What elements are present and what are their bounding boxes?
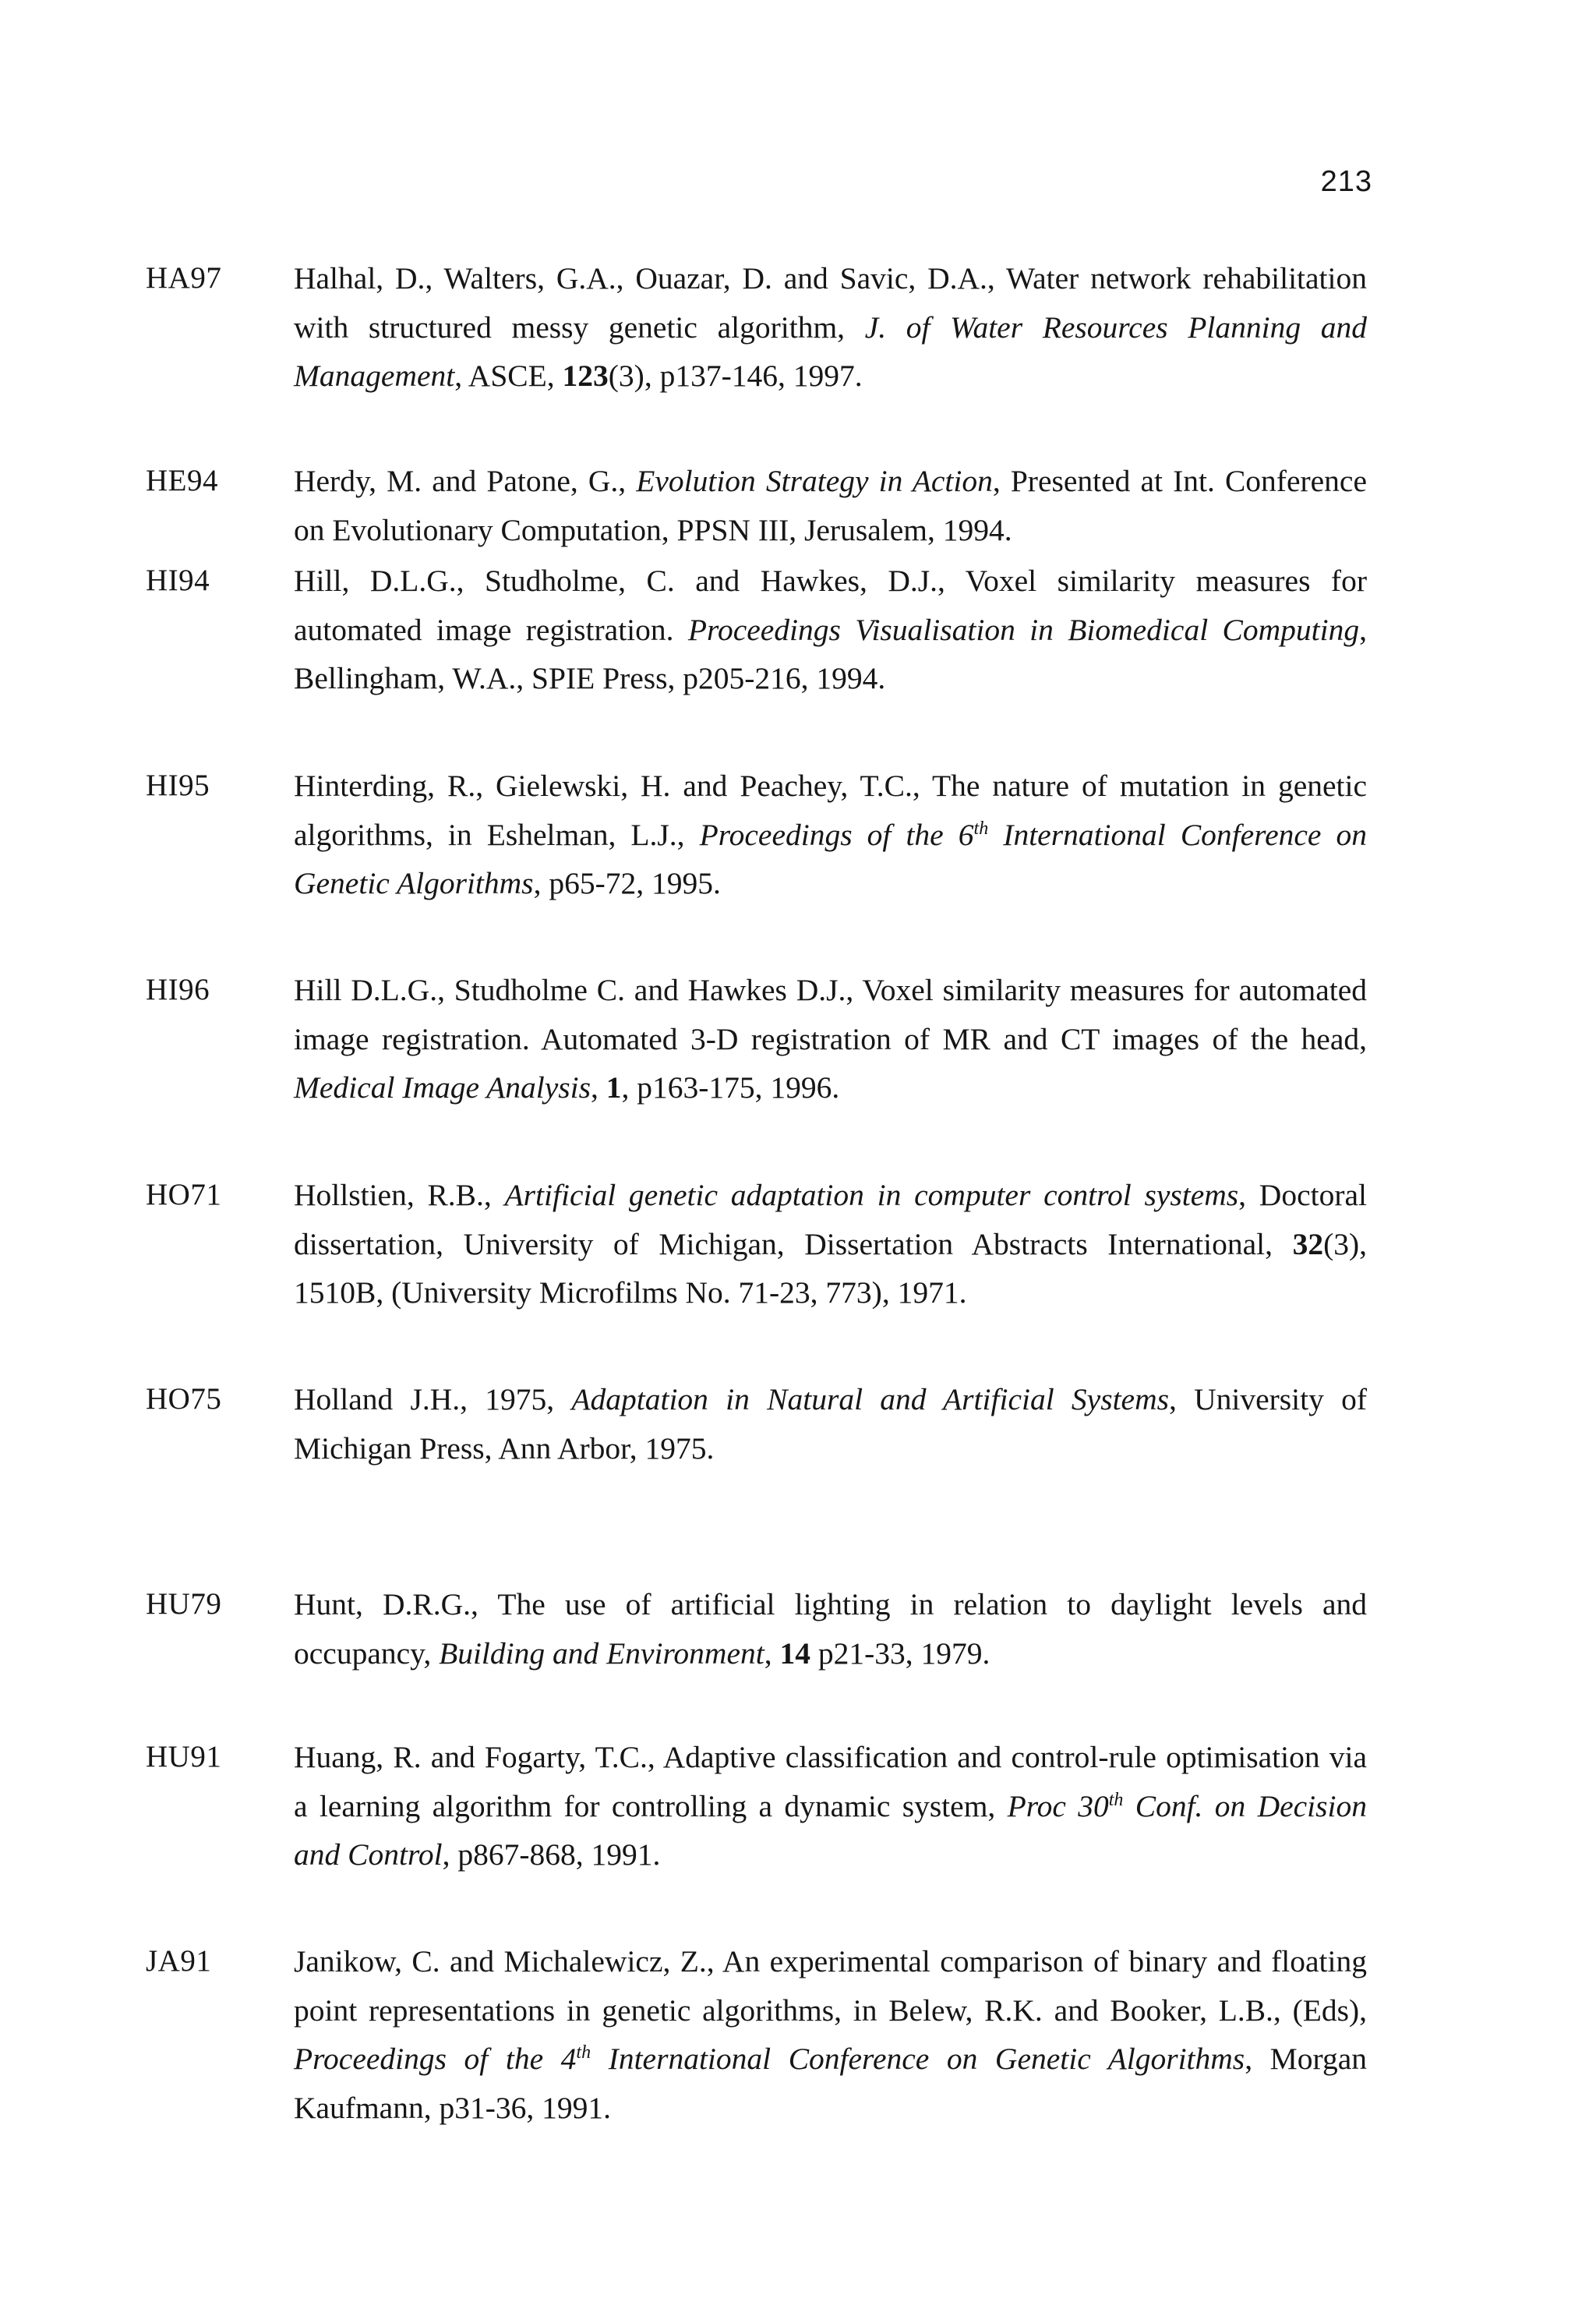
reference-text-segment: Janikow, C. and Michalewicz, Z., An experimental comparison of binary and floating point representations in genetic algorithms, in Belew, R.K. and Booker, L.B., (Eds), (294, 1944, 1367, 2028)
reference-text-segment: , Presented at Int. Conference on Evolutionary Computation, PPSN III, Jerusalem, 1994. (294, 464, 1367, 547)
reference-text-segment: , (591, 1070, 606, 1105)
reference-text (294, 1937, 1367, 2132)
reference-key: HO71 (146, 1178, 222, 1211)
reference-key: HI95 (146, 769, 210, 802)
reference-text-segment: , ASCE, (454, 359, 563, 393)
reference-text-segment: Proceedings of the 4 (294, 2042, 577, 2076)
reference-text-segment: , University of Michigan Press, Ann Arbor, 1975. (294, 1382, 1367, 1466)
reference-text-segment: Herdy, M. and Patone, G., (294, 464, 637, 498)
reference-text (294, 966, 1367, 1112)
reference-text-segment: 32 (1292, 1226, 1324, 1261)
reference-text (294, 762, 1367, 908)
reference-text-segment: (3), 1510B, (University Microfilms No. 71-23, 773), 1971. (294, 1226, 1367, 1310)
reference-text-segment: , Doctoral dissertation, University of Michigan, Dissertation Abstracts International, (294, 1178, 1367, 1261)
reference-text (294, 254, 1367, 401)
reference-text-segment: Medical Image Analysis (294, 1070, 591, 1105)
reference-text-segment: Hunt, D.R.G., The use of artificial lighting in relation to daylight levels and occupancy, (294, 1587, 1367, 1671)
page-number: 213 (1320, 165, 1372, 198)
reference-text-segment: 14 (779, 1635, 810, 1671)
reference-text-segment: Conf. on Decision and Control (294, 1788, 1367, 1872)
reference-text-segment: 1 (606, 1070, 622, 1105)
reference-key: HO75 (146, 1382, 222, 1416)
reference-text-segment: , p163-175, 1996. (621, 1070, 840, 1105)
reference-text (294, 1580, 1367, 1678)
reference-text (294, 457, 1367, 554)
reference-text-segment: Hinterding, R., Gielewski, H. and Peachey, T.C., The nature of mutation in genetic algorithms, in Eshelman, L.J., (294, 769, 1367, 852)
reference-text (294, 1733, 1367, 1879)
reference-text-segment: , (764, 1635, 780, 1671)
reference-text-segment: , p867-868, 1991. (442, 1837, 661, 1872)
reference-text-segment: Holland J.H., 1975, (294, 1382, 572, 1416)
reference-text-segment: International Conference on Genetic Algorithms (294, 817, 1367, 900)
reference-text-segment: Hill, D.L.G., Studholme, C. and Hawkes, D.J., Voxel similarity measures for automated image registration. (294, 564, 1367, 647)
reference-text-segment: Evolution Strategy in Action (636, 464, 993, 498)
reference-text-segment: (3), p137-146, 1997. (608, 359, 863, 393)
reference-text-segment: Halhal, D., Walters, G.A., Ouazar, D. and Savic, D.A., Water network rehabilitation with structured messy genetic algorithm, (294, 261, 1367, 345)
reference-text-segment: p21-33, 1979. (810, 1635, 990, 1671)
reference-text-segment: , p65-72, 1995. (533, 866, 721, 900)
reference-text-segment: J. of Water Resources Planning and Management (294, 309, 1367, 393)
reference-key: HU91 (146, 1740, 222, 1773)
reference-text-segment: Huang, R. and Fogarty, T.C., Adaptive classification and control-rule optimisation via a learning algorithm for controlling a dynamic system, (294, 1740, 1367, 1823)
reference-text (294, 557, 1367, 703)
reference-text-segment: Hill D.L.G., Studholme C. and Hawkes D.J., Voxel similarity measures for automated image registration. Automated 3-D registration of MR and CT images of the head, (294, 973, 1367, 1056)
reference-key: HU79 (146, 1587, 222, 1621)
reference-text-segment: , Morgan Kaufmann, p31-36, 1991. (294, 2042, 1367, 2125)
reference-key: JA91 (146, 1944, 212, 1978)
reference-text (294, 1171, 1367, 1317)
reference-key: HI96 (146, 973, 210, 1006)
reference-text-segment: Building and Environment (439, 1635, 764, 1671)
reference-text-segment: Proceedings Visualisation in Biomedical Computing (687, 612, 1360, 647)
reference-text (294, 1375, 1367, 1473)
reference-text-segment: Hollstien, R.B., (294, 1178, 505, 1212)
reference-text-segment: Artificial genetic adaptation in computer control systems (504, 1178, 1239, 1212)
reference-key: HE94 (146, 464, 218, 497)
reference-text-segment: th (576, 2042, 591, 2063)
reference-key: HI94 (146, 564, 210, 597)
reference-text-segment: 123 (562, 359, 609, 393)
reference-text-segment: Adaptation in Natural and Artificial Systems (571, 1382, 1169, 1416)
reference-text-segment: th (973, 818, 989, 839)
reference-text-segment: Proceedings of the 6 (699, 817, 974, 852)
reference-text-segment: , Bellingham, W.A., SPIE Press, p205-216, 1994. (294, 612, 1367, 695)
reference-text-segment: th (1108, 1789, 1124, 1810)
reference-text-segment: International Conference on Genetic Algorithms (591, 2042, 1245, 2076)
reference-text-segment: Proc 30 (1007, 1788, 1109, 1823)
reference-key: HA97 (146, 261, 222, 295)
